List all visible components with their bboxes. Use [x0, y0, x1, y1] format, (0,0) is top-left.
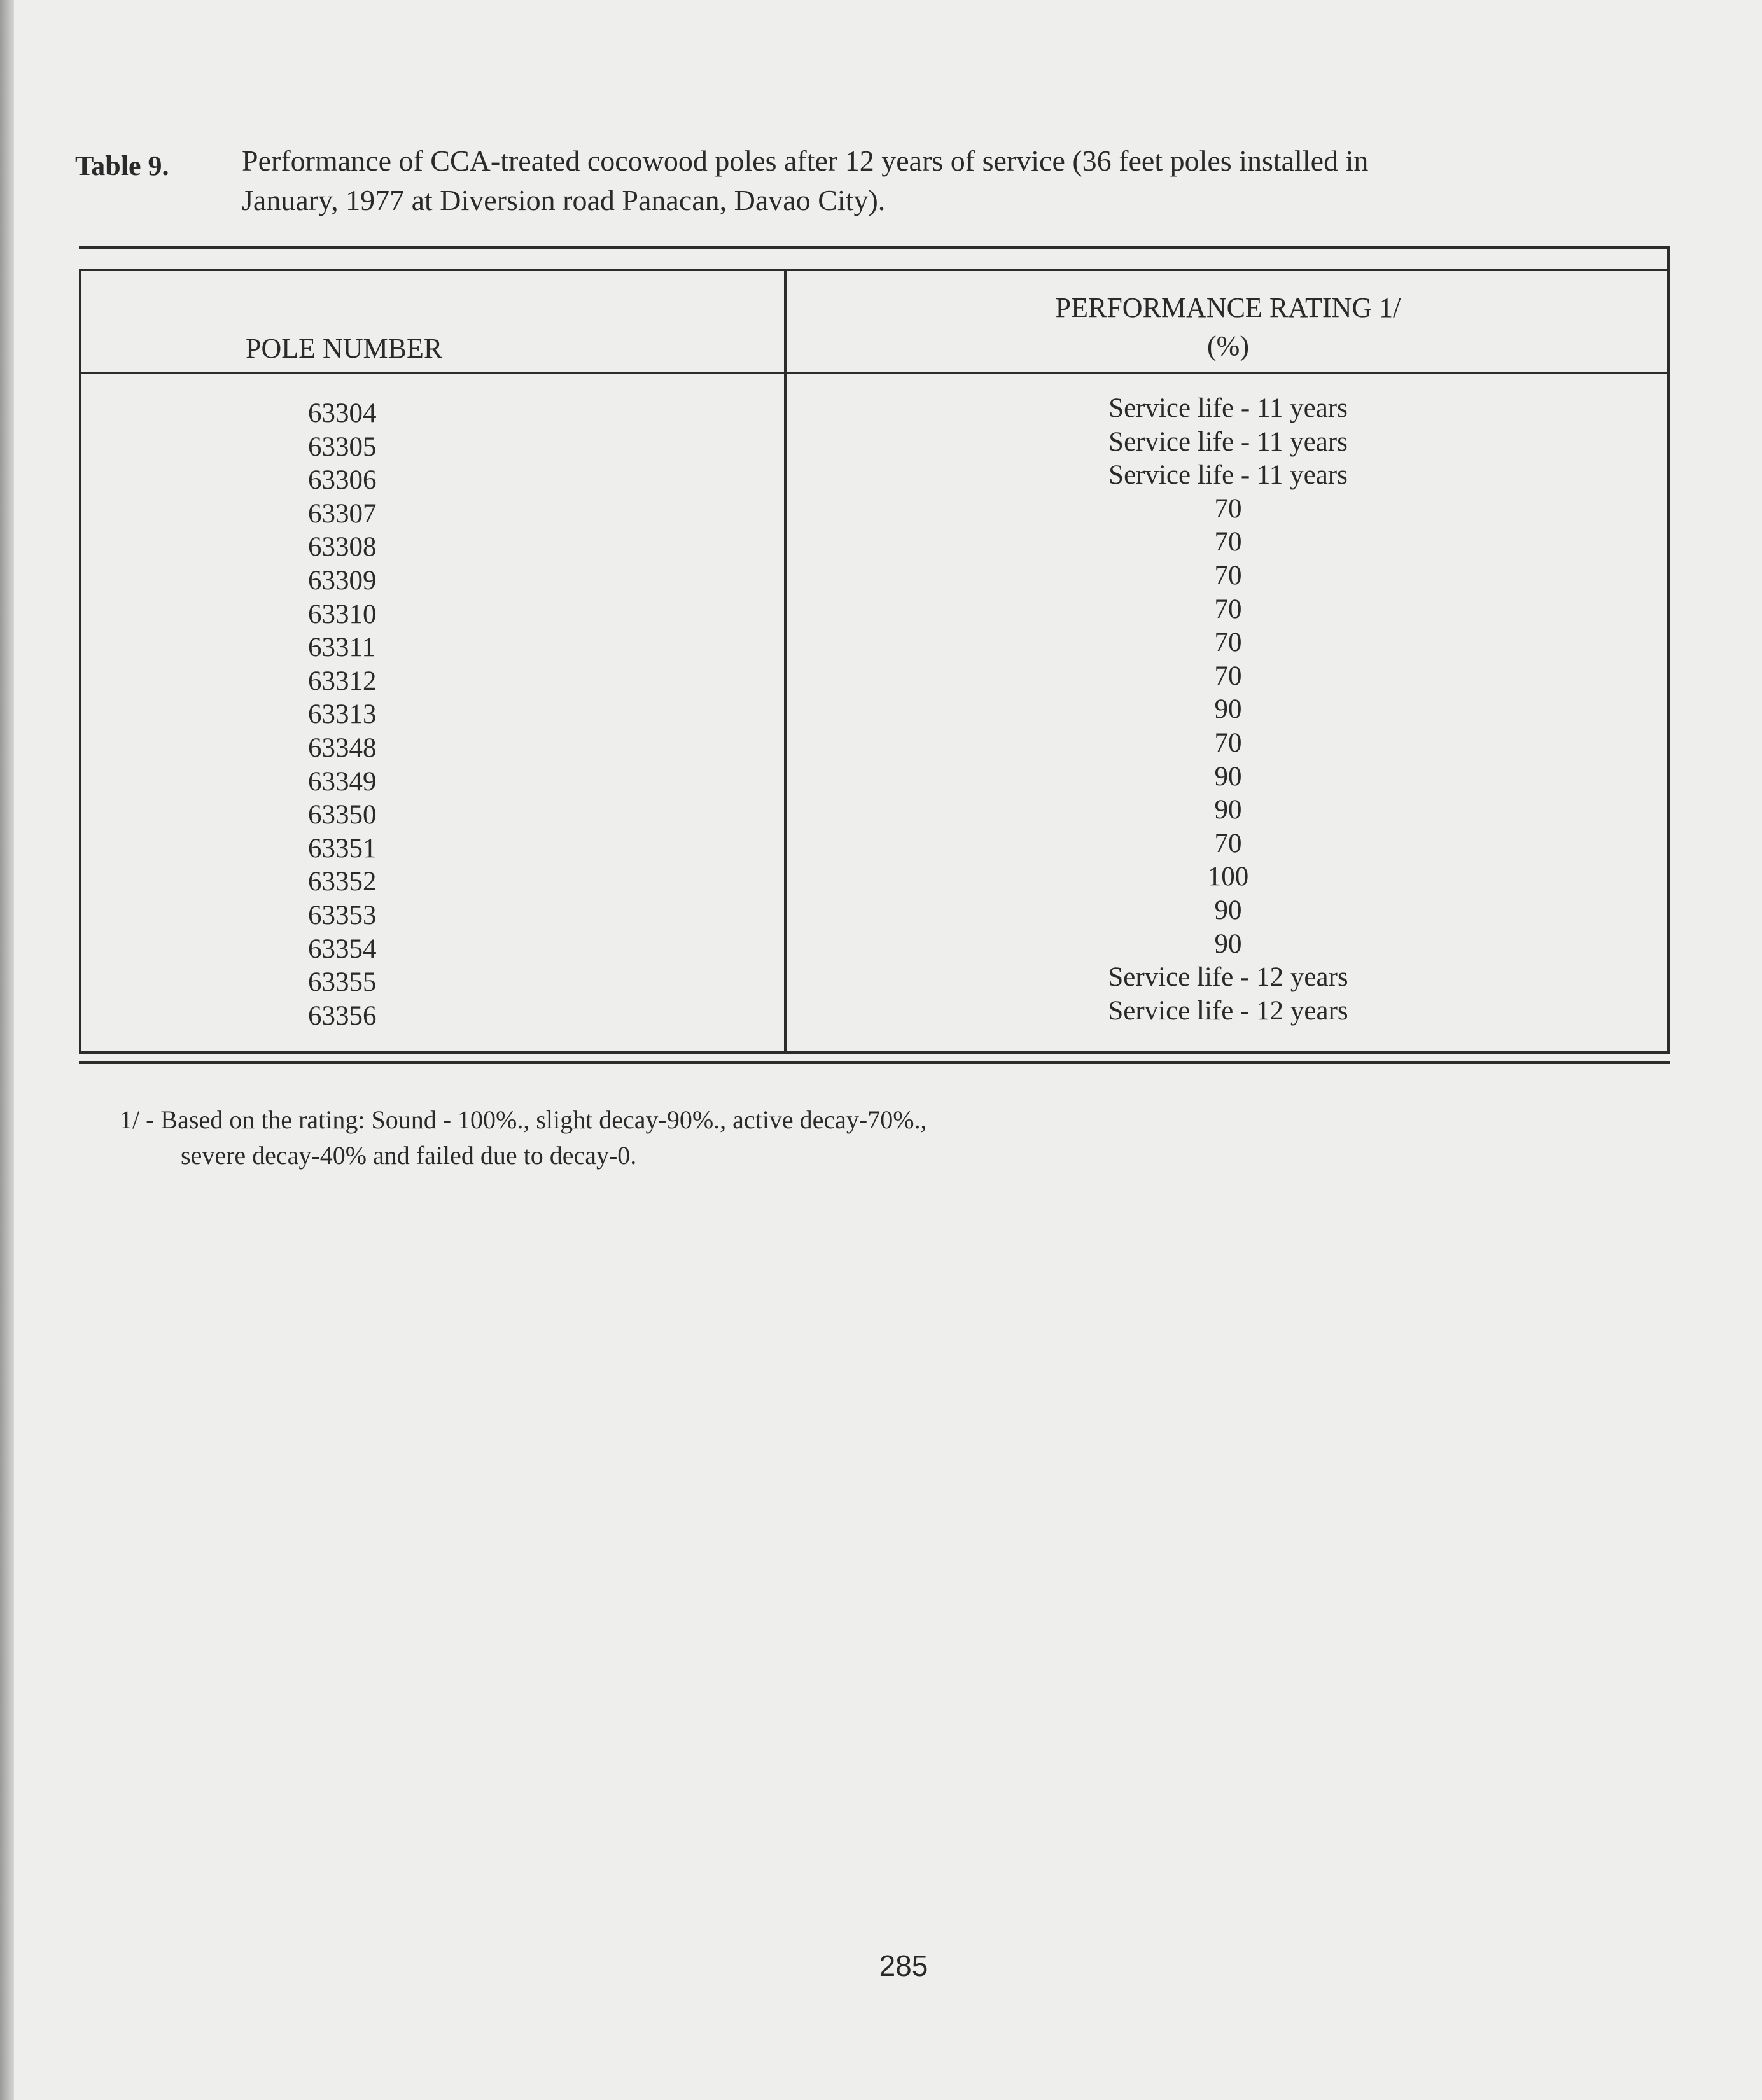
table-title [242, 141, 1667, 220]
rating-cell: 70 [1214, 527, 1242, 557]
table-title-line-2: January, 1977 at Diversion road Panacan, Davao City). [242, 184, 886, 216]
table-top-rule [79, 246, 1670, 249]
rating-cell: Service life - 12 years [1108, 995, 1348, 1026]
footnote-line-2: severe decay-40% and failed due to decay-0. [181, 1141, 637, 1170]
pole-number-cell: 63349 [308, 766, 377, 797]
pole-number-cell: 63312 [308, 666, 377, 696]
page-binding-edge [0, 0, 14, 2100]
pole-number-cell: 63309 [308, 565, 377, 596]
pole-number-cell: 63352 [308, 867, 377, 897]
rating-cell: 90 [1214, 928, 1242, 959]
header-performance-rating [787, 289, 1670, 365]
rating-cell: 90 [1214, 761, 1242, 792]
rating-cell: Service life - 12 years [1108, 962, 1348, 993]
rating-cell: 90 [1214, 795, 1242, 825]
rating-cell: Service life - 11 years [1108, 393, 1348, 423]
footnote-line-1: 1/ - Based on the rating: Sound - 100%., slight decay-90%., active decay-70%., [120, 1105, 927, 1134]
pole-number-cell: 63351 [308, 833, 377, 864]
rating-cell: 70 [1214, 560, 1242, 591]
table-left-border [79, 269, 81, 1054]
pole-number-cell: 63356 [308, 1000, 377, 1031]
rating-cell: 70 [1214, 661, 1242, 691]
pole-number-cell: 63348 [308, 732, 377, 763]
table-header-rule [79, 372, 1670, 374]
rating-cell: 90 [1214, 694, 1242, 725]
rating-cell: Service life - 11 years [1108, 426, 1348, 457]
table-bottom-rule-outer [79, 1061, 1670, 1064]
rating-cell: 70 [1214, 828, 1242, 858]
rating-column [787, 392, 1670, 1028]
page-number: 285 [879, 1949, 928, 1982]
pole-number-cell: 63311 [308, 633, 375, 663]
pole-number-cell: 63350 [308, 800, 377, 830]
pole-number-cell: 63305 [308, 431, 377, 462]
header-rating-unit: (%) [1207, 330, 1249, 361]
pole-number-cell: 63354 [308, 934, 377, 964]
table-bottom-rule [79, 1051, 1670, 1054]
rating-cell: Service life - 11 years [1108, 460, 1348, 491]
header-pole-number: POLE NUMBER [246, 333, 443, 364]
rating-cell: 70 [1214, 627, 1242, 658]
table-footnote [120, 1102, 927, 1173]
pole-number-cell: 63308 [308, 532, 377, 563]
pole-number-cell: 63313 [308, 699, 377, 730]
header-rating-title: PERFORMANCE RATING 1/ [1055, 292, 1401, 323]
pole-number-cell: 63304 [308, 398, 377, 428]
rating-cell: 70 [1214, 493, 1242, 524]
pole-number-cell: 63310 [308, 599, 377, 629]
rating-cell: 90 [1214, 895, 1242, 925]
pole-number-column [308, 397, 563, 1033]
pole-number-cell: 63353 [308, 900, 377, 930]
table-title-line-1: Performance of CCA-treated cocowood poles after 12 years of service (36 feet poles installed in [242, 144, 1369, 177]
rating-cell: 100 [1207, 862, 1249, 892]
rating-cell: 70 [1214, 594, 1242, 624]
table-top-rule-inner [79, 269, 1670, 271]
data-table [79, 246, 1670, 1067]
pole-number-cell: 63306 [308, 465, 377, 496]
pole-number-cell: 63355 [308, 967, 377, 998]
pole-number-cell: 63307 [308, 498, 377, 529]
table-label: Table 9. [75, 150, 169, 181]
rating-cell: 70 [1214, 727, 1242, 758]
